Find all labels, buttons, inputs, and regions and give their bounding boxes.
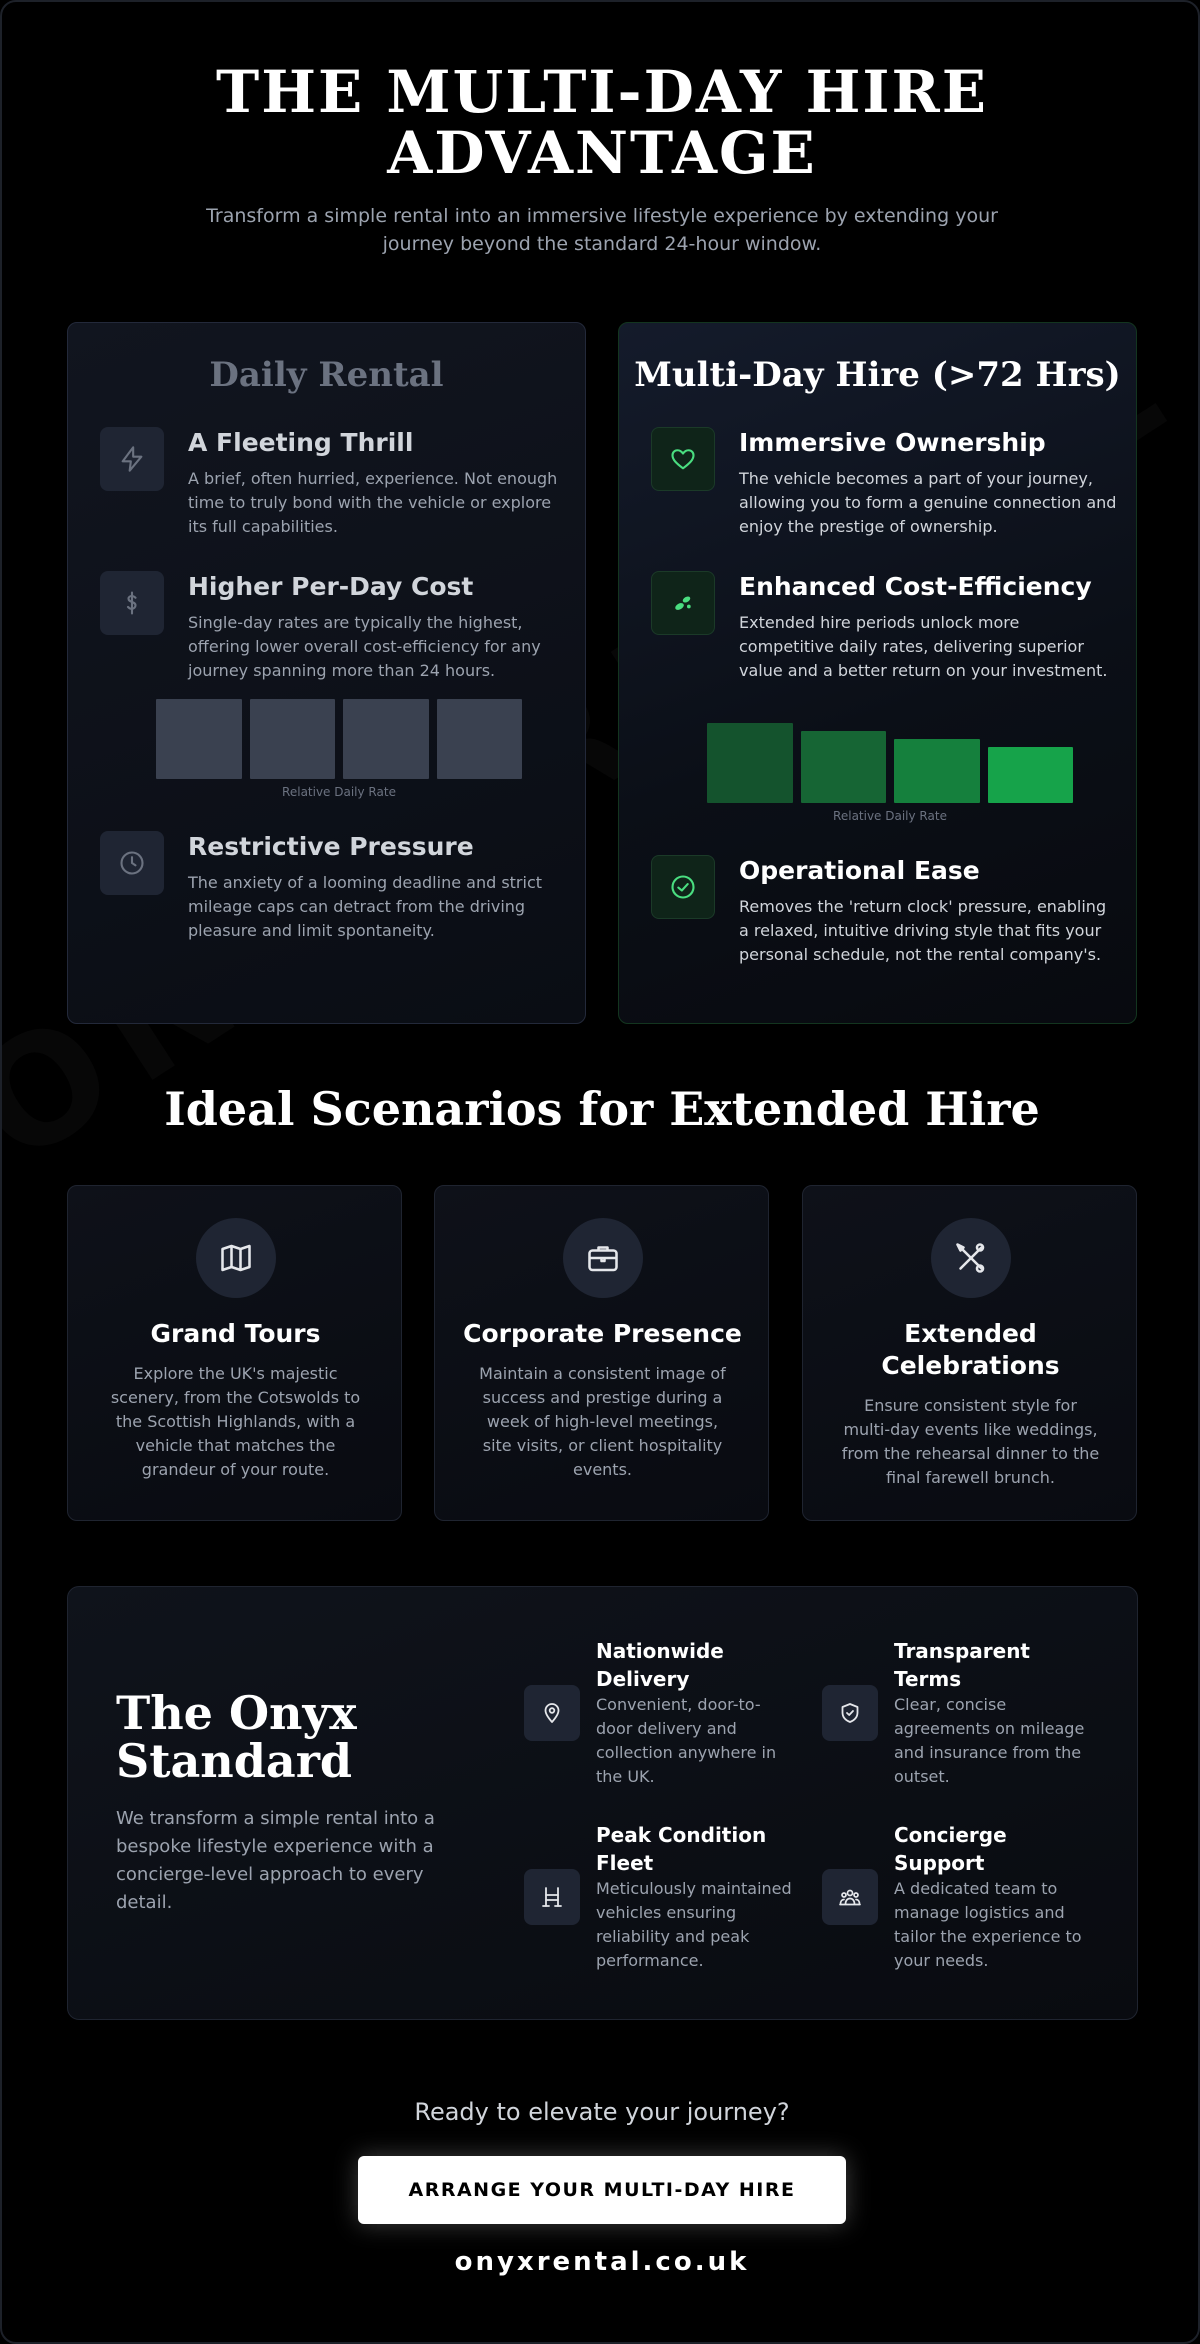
scenario-description: Maintain a consistent image of success and prestige during a week of high-level meetings, site visits, or client hospitality events.	[479, 1364, 726, 1479]
car-lift-icon	[524, 1869, 580, 1925]
onyx-standard-panel	[67, 1586, 1138, 2020]
scenario-title: Grand Tours	[150, 1319, 321, 1348]
coins-icon	[651, 571, 715, 635]
check-circle-icon	[651, 855, 715, 919]
lightning-icon	[100, 427, 164, 491]
feature-description: Removes the 'return clock' pressure, enabling a relaxed, intuitive driving style that fits your personal schedule, not the rental company's.	[739, 897, 1107, 964]
website-link[interactable]: onyxrental.co.uk	[454, 2247, 750, 2277]
standard-item-title: Nationwide Delivery	[596, 1639, 724, 1691]
feature-description: The vehicle becomes a part of your journey, allowing you to form a genuine connection and enjoy the prestige of ownership.	[739, 469, 1117, 536]
standard-item-description: Clear, concise agreements on mileage and insurance from the outset.	[894, 1695, 1085, 1786]
rate-bar	[250, 699, 336, 779]
rate-bar	[801, 731, 887, 803]
feature-description: A brief, often hurried, experience. Not enough time to truly bond with the vehicle or explore its full capabilities.	[188, 469, 558, 536]
feature-description: Extended hire periods unlock more competitive daily rates, delivering superior value and a better return on your investment.	[739, 613, 1108, 680]
scenario-description: Ensure consistent style for multi-day events like weddings, from the rehearsal dinner to the final farewell brunch.	[841, 1396, 1100, 1487]
feature-title: Operational Ease	[739, 856, 980, 885]
standard-title: The Onyx Standard	[116, 1686, 357, 1788]
arrange-hire-button[interactable]: ARRANGE YOUR MULTI-DAY HIRE	[358, 2156, 846, 2224]
rate-bar	[343, 699, 429, 779]
multi-day-hire-title: Multi-Day Hire (>72 Hrs)	[634, 355, 1121, 395]
scenario-grand-tours	[67, 1185, 402, 1521]
daily-rental-card	[67, 322, 586, 1024]
daily-rate-bars	[156, 699, 522, 779]
location-pin-icon	[524, 1685, 580, 1741]
feature-description: The anxiety of a looming deadline and strict mileage caps can detract from the driving pleasure and limit spontaneity.	[188, 873, 543, 940]
briefcase-icon	[563, 1218, 643, 1298]
scenarios-heading: Ideal Scenarios for Extended Hire	[164, 1082, 1040, 1136]
shield-check-icon	[822, 1685, 878, 1741]
feature-description: Single-day rates are typically the highest, offering lower overall cost-efficiency for any journey spanning more than 24 hours.	[188, 613, 541, 680]
feature-title: Enhanced Cost-Efficiency	[739, 572, 1092, 601]
feature-title: A Fleeting Thrill	[188, 428, 414, 457]
standard-item-description: Convenient, door-to-door delivery and collection anywhere in the UK.	[596, 1695, 777, 1786]
multi-day-hire-card	[618, 322, 1137, 1024]
rate-bar	[156, 699, 242, 779]
clock-icon	[100, 831, 164, 895]
multi-rate-bars	[707, 723, 1073, 803]
standard-item-title: Transparent Terms	[894, 1639, 1030, 1691]
feature-title: Restrictive Pressure	[188, 832, 474, 861]
rate-bar	[707, 723, 793, 803]
cta-prompt: Ready to elevate your journey?	[414, 2098, 790, 2126]
scenario-description: Explore the UK's majestic scenery, from the Cotswolds to the Scottish Highlands, with a vehicle that matches the grandeur of your route.	[110, 1364, 361, 1479]
heart-icon	[651, 427, 715, 491]
standard-item-title: Concierge Support	[894, 1823, 1007, 1875]
rate-bar	[988, 747, 1074, 803]
scenario-corporate-presence	[434, 1185, 769, 1521]
page-title: THE MULTI-DAY HIRE ADVANTAGE	[216, 58, 988, 187]
rate-bar	[437, 699, 523, 779]
daily-rental-title: Daily Rental	[209, 355, 444, 395]
team-icon	[822, 1869, 878, 1925]
feature-title: Higher Per-Day Cost	[188, 572, 474, 601]
scenario-extended-celebrations	[802, 1185, 1137, 1521]
standard-item-description: A dedicated team to manage logistics and tailor the experience to your needs.	[894, 1879, 1082, 1970]
standard-item-title: Peak Condition Fleet	[596, 1823, 767, 1875]
standard-item-description: Meticulously maintained vehicles ensuring reliability and peak performance.	[596, 1879, 792, 1970]
party-icon	[931, 1218, 1011, 1298]
page-subtitle: Transform a simple rental into an immersive lifestyle experience by extending your journey beyond the standard 24-hour window.	[206, 205, 998, 255]
scenario-title: Corporate Presence	[463, 1319, 742, 1348]
feature-title: Immersive Ownership	[739, 428, 1046, 457]
rate-bar	[894, 739, 980, 803]
scenario-title: Extended Celebrations	[881, 1319, 1060, 1380]
daily-rate-caption: Relative Daily Rate	[282, 785, 396, 799]
standard-subtitle: We transform a simple rental into a bespoke lifestyle experience with a concierge-level approach to every detail.	[116, 1808, 435, 1913]
map-icon	[196, 1218, 276, 1298]
dollar-icon	[100, 571, 164, 635]
multi-rate-caption: Relative Daily Rate	[833, 809, 947, 823]
